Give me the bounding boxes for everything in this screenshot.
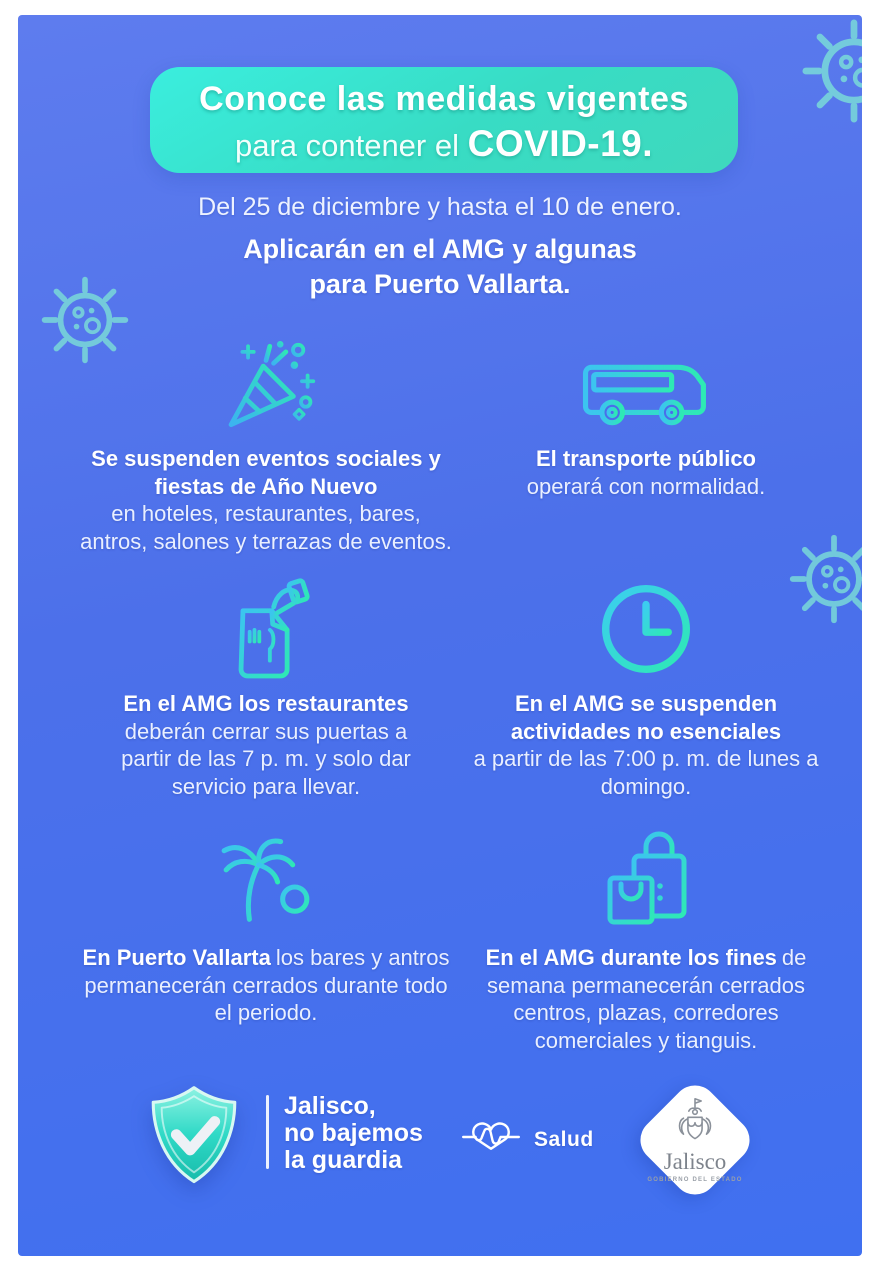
shopping-bags-icon xyxy=(596,816,696,936)
shield-check-icon xyxy=(144,1083,244,1192)
takeout-bag-icon xyxy=(218,566,314,682)
salud-label: Salud xyxy=(534,1127,594,1151)
measure-public-transport xyxy=(456,333,836,566)
measure-puerto-vallarta-bars xyxy=(76,816,456,1076)
measure-text: En Puerto Vallarta los bares y antros permanecerán cerrados durante todo el periodo. xyxy=(82,945,450,1025)
poster-title-line2-regular: para contener el xyxy=(234,128,468,163)
scope-subtitle xyxy=(18,232,862,302)
state-name: Jalisco xyxy=(663,1149,727,1174)
covid-measures-poster xyxy=(18,15,862,1256)
clock-icon xyxy=(593,566,699,682)
header-banner xyxy=(150,67,738,173)
campaign-line1: Jalisco, xyxy=(284,1092,376,1120)
measure-text: En el AMG durante los fines de semana permanecerán cerrados centros, plazas, corredores comerciales y tianguis. xyxy=(485,945,807,1053)
measure-weekend-closures xyxy=(456,816,836,1076)
salud-logo xyxy=(460,1111,594,1168)
campaign-slogan xyxy=(284,1093,423,1174)
heart-pulse-icon xyxy=(460,1111,522,1168)
bus-icon xyxy=(579,333,713,435)
measure-text: En el AMG los restaurantes deberán cerrar sus puertas a partir de las 7 p. m. y solo dar servicio para llevar. xyxy=(121,691,411,799)
measure-text: En el AMG se suspenden actividades no esenciales a partir de las 7:00 p. m. de lunes a domingo. xyxy=(473,691,819,799)
campaign-line3: la guardia xyxy=(284,1146,403,1174)
poster-title-line1: Conoce las medidas vigentes xyxy=(199,80,689,118)
scope-subtitle-line2: para Puerto Vallarta. xyxy=(309,269,571,300)
poster-title-line2 xyxy=(150,123,738,165)
measure-text: El transporte público operará con normalidad. xyxy=(526,446,766,499)
covid-19-label: COVID-19. xyxy=(467,123,654,164)
measure-restaurants xyxy=(76,566,456,816)
date-range: Del 25 de diciembre y hasta el 10 de enero. xyxy=(198,193,682,221)
campaign-line2: no bajemos xyxy=(284,1119,423,1147)
footer-divider xyxy=(266,1095,269,1169)
jalisco-state-logo xyxy=(632,1077,758,1203)
scope-subtitle-line1: Aplicarán en el AMG y algunas xyxy=(243,234,637,264)
measure-text: Se suspenden eventos sociales y fiestas de Año Nuevo en hoteles, restaurantes, bares, antros, salones y terrazas de eventos. xyxy=(80,446,452,554)
measures-grid xyxy=(76,333,836,1076)
measure-nonessential-activities xyxy=(456,566,836,816)
jalisco-crest-icon xyxy=(675,1097,715,1148)
jalisco-logo-content xyxy=(632,1077,758,1203)
measure-social-events xyxy=(76,333,456,566)
state-subtitle: GOBIERNO DEL ESTADO xyxy=(647,1177,743,1183)
palm-beach-icon xyxy=(208,816,324,936)
footer xyxy=(18,1071,862,1241)
party-popper-icon xyxy=(214,333,318,435)
virus-icon xyxy=(798,15,862,127)
